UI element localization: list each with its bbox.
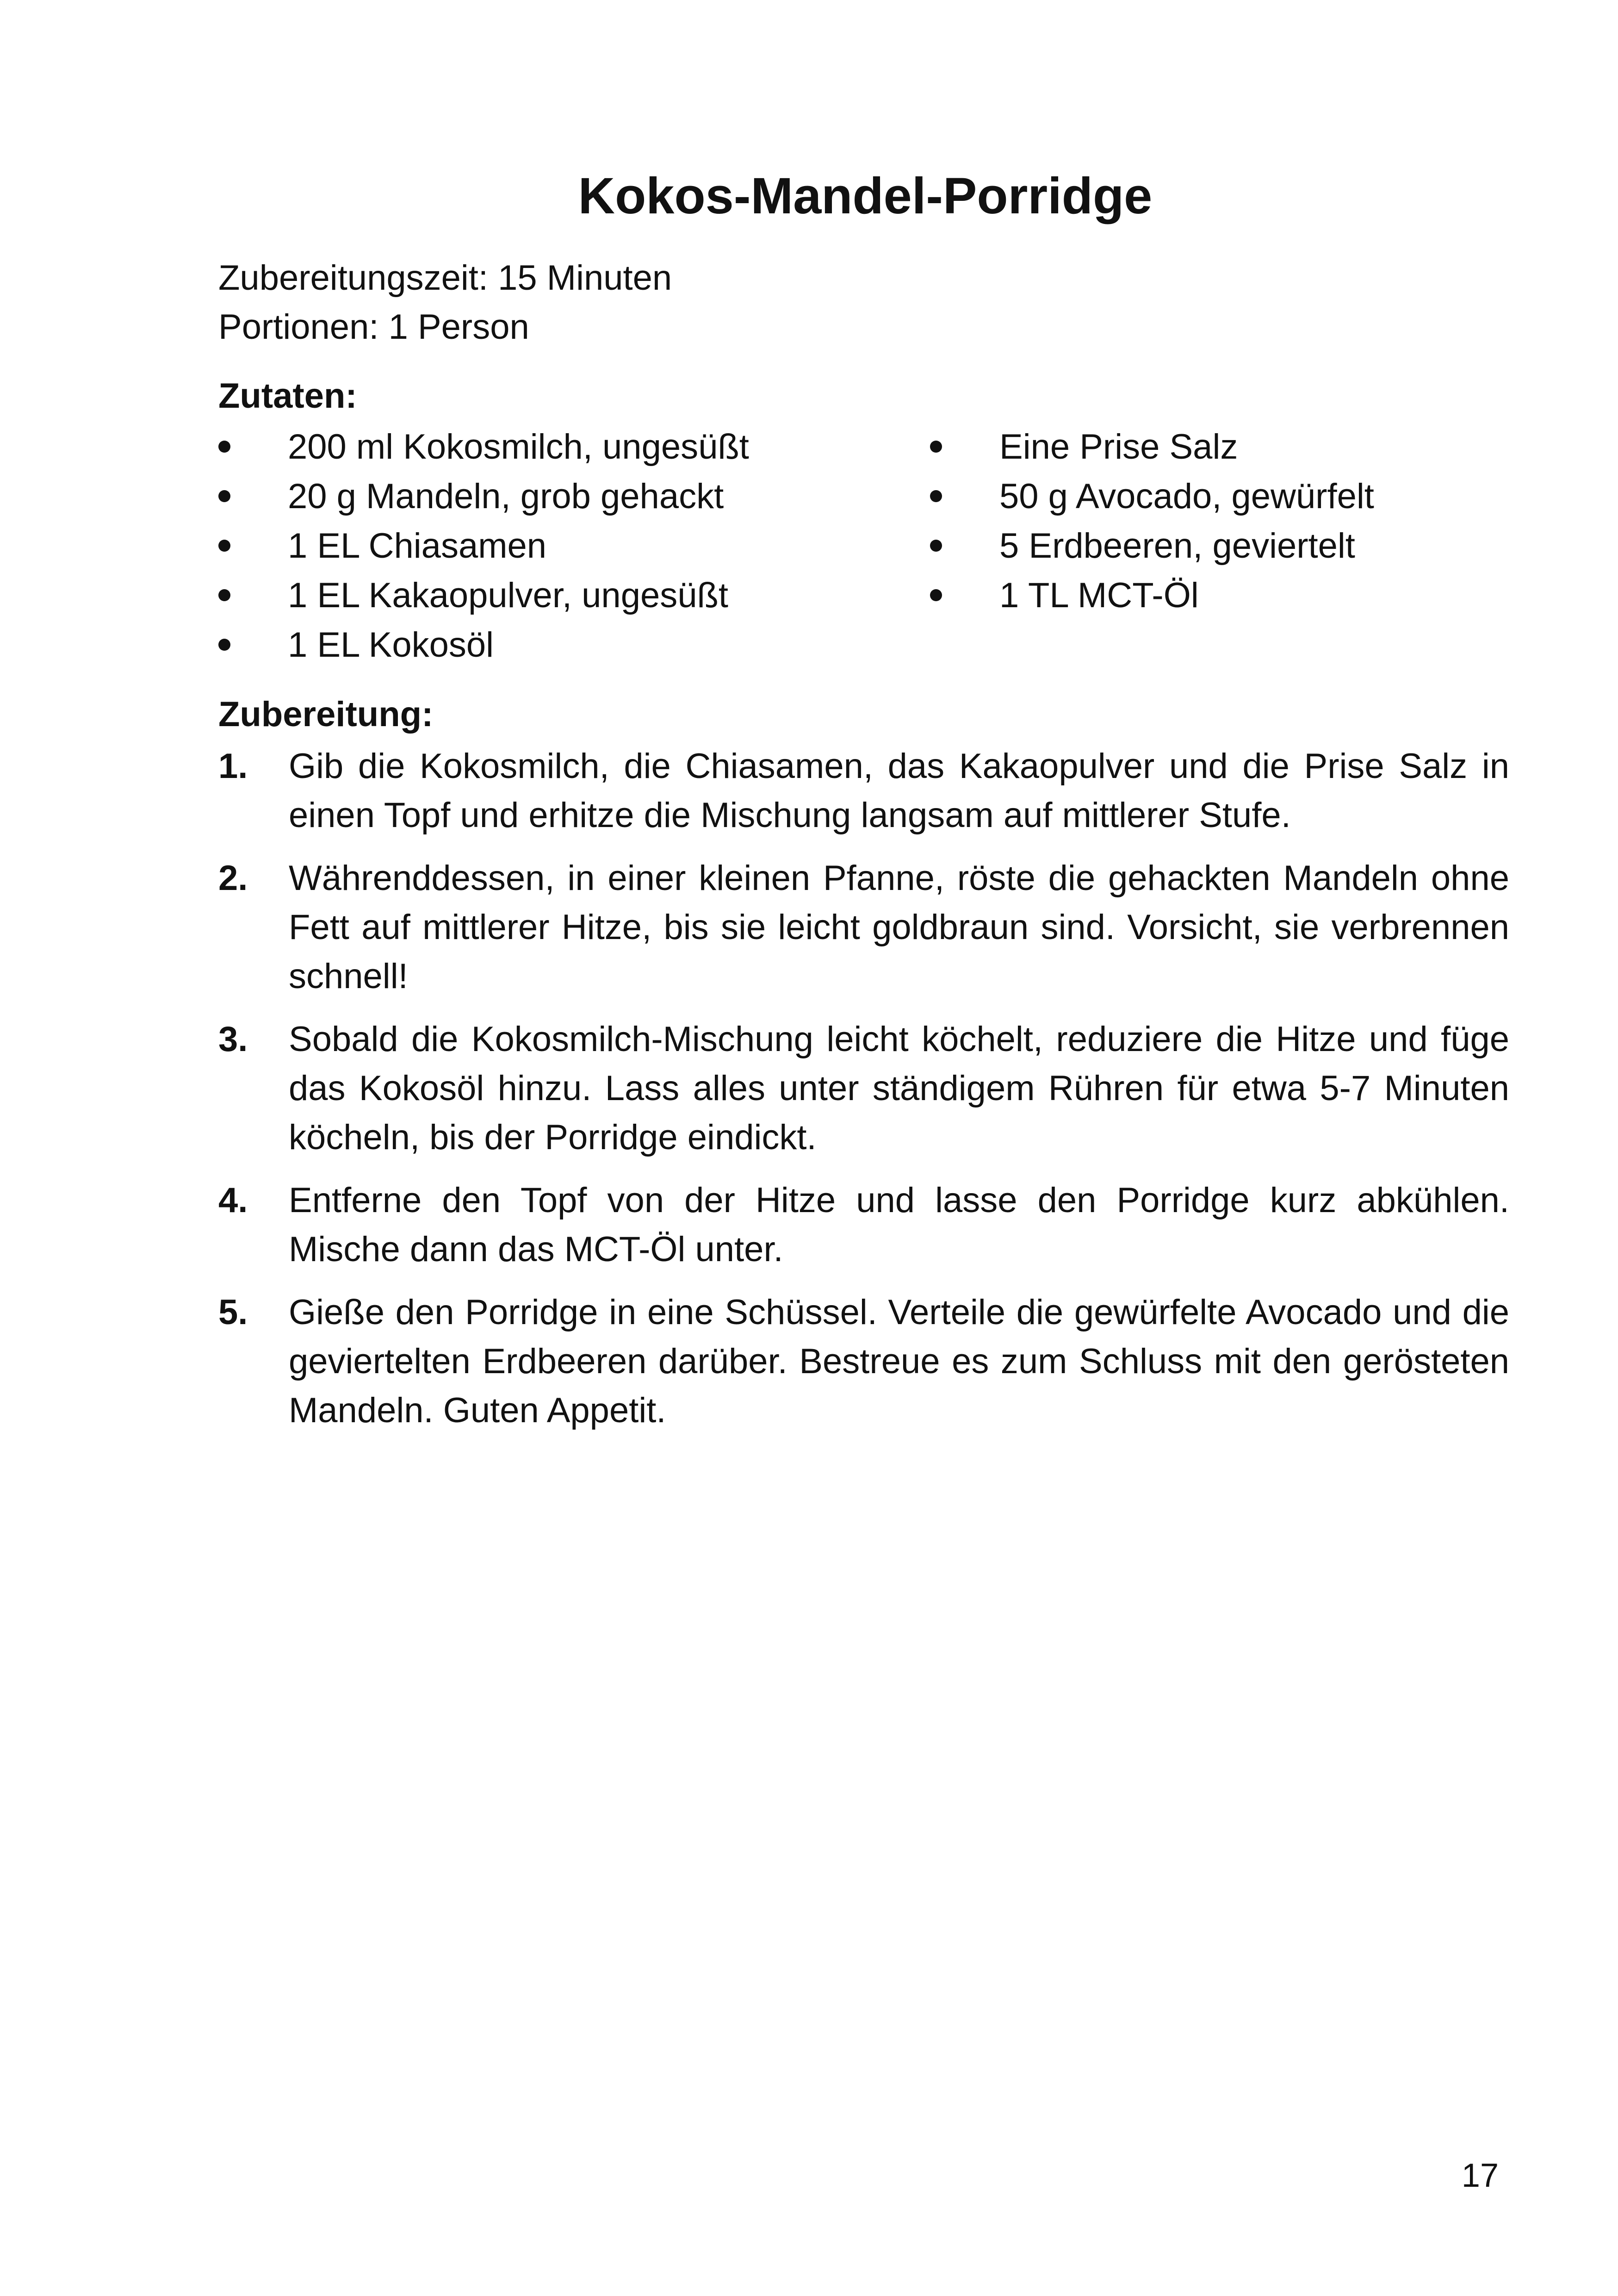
step-text: Währenddessen, in einer kleinen Pfanne, röste die gehackten Mandeln ohne Fett auf mittlerer Hitze, bis sie leicht goldbraun sind. Vorsicht, sie verbrennen schnell! (289, 859, 1509, 996)
ingredients-list-right (930, 422, 1374, 620)
prep-time: Zubereitungszeit: 15 Minuten (218, 258, 672, 298)
step-number: 2. (218, 859, 248, 898)
bullet-icon (930, 490, 942, 502)
bullet-icon (930, 441, 942, 453)
preparation-steps (218, 742, 1509, 1449)
bullet-icon (218, 639, 230, 651)
page-number: 17 (1461, 2157, 1499, 2194)
bullet-icon (930, 589, 942, 601)
ingredient-item: 1 EL Kokosöl (218, 620, 749, 670)
step-item (218, 742, 1509, 840)
bullet-icon (218, 441, 230, 453)
ingredients-list-left (218, 422, 749, 670)
bullet-icon (930, 540, 942, 552)
bullet-icon (218, 589, 230, 601)
recipe-meta (218, 254, 672, 352)
servings: Portionen: 1 Person (218, 307, 529, 347)
recipe-title: Kokos-Mandel-Porridge (578, 168, 1153, 224)
bullet-icon (218, 490, 230, 502)
preparation-heading: Zubereitung: (218, 695, 434, 734)
step-number: 4. (218, 1181, 248, 1220)
step-item (218, 1015, 1509, 1162)
step-number: 3. (218, 1020, 248, 1059)
ingredient-item: 1 EL Chiasamen (218, 521, 749, 571)
step-item (218, 854, 1509, 1001)
ingredients-heading: Zutaten: (218, 376, 357, 416)
step-text: Entferne den Topf von der Hitze und lasse den Porridge kurz abkühlen. Mische dann das MCT-Öl unter. (289, 1181, 1509, 1269)
ingredient-item: 1 EL Kakaopulver, ungesüßt (218, 571, 749, 620)
ingredient-item: 1 TL MCT-Öl (930, 571, 1374, 620)
step-number: 5. (218, 1293, 248, 1332)
ingredient-item: Eine Prise Salz (930, 422, 1374, 472)
step-number: 1. (218, 747, 248, 786)
ingredient-item: 5 Erdbeeren, geviertelt (930, 521, 1374, 571)
step-item (218, 1288, 1509, 1435)
ingredient-item: 50 g Avocado, gewürfelt (930, 472, 1374, 521)
bullet-icon (218, 540, 230, 552)
step-text: Gieße den Porridge in eine Schüssel. Verteile die gewürfelte Avocado und die geviertelten Erdbeeren darüber. Bestreue es zum Schluss mit den gerösteten Mandeln. Guten Appetit. (289, 1293, 1509, 1430)
step-text: Gib die Kokosmilch, die Chiasamen, das Kakaopulver und die Prise Salz in einen Topf und erhitze die Mischung langsam auf mittlerer Stufe. (289, 747, 1509, 835)
ingredient-item: 20 g Mandeln, grob gehackt (218, 472, 749, 521)
step-item (218, 1176, 1509, 1274)
step-text: Sobald die Kokosmilch-Mischung leicht köchelt, reduziere die Hitze und füge das Kokosöl hinzu. Lass alles unter ständigem Rühren für etwa 5-7 Minuten köcheln, bis der Porridge eindickt. (289, 1020, 1509, 1157)
ingredient-item: 200 ml Kokosmilch, ungesüßt (218, 422, 749, 472)
